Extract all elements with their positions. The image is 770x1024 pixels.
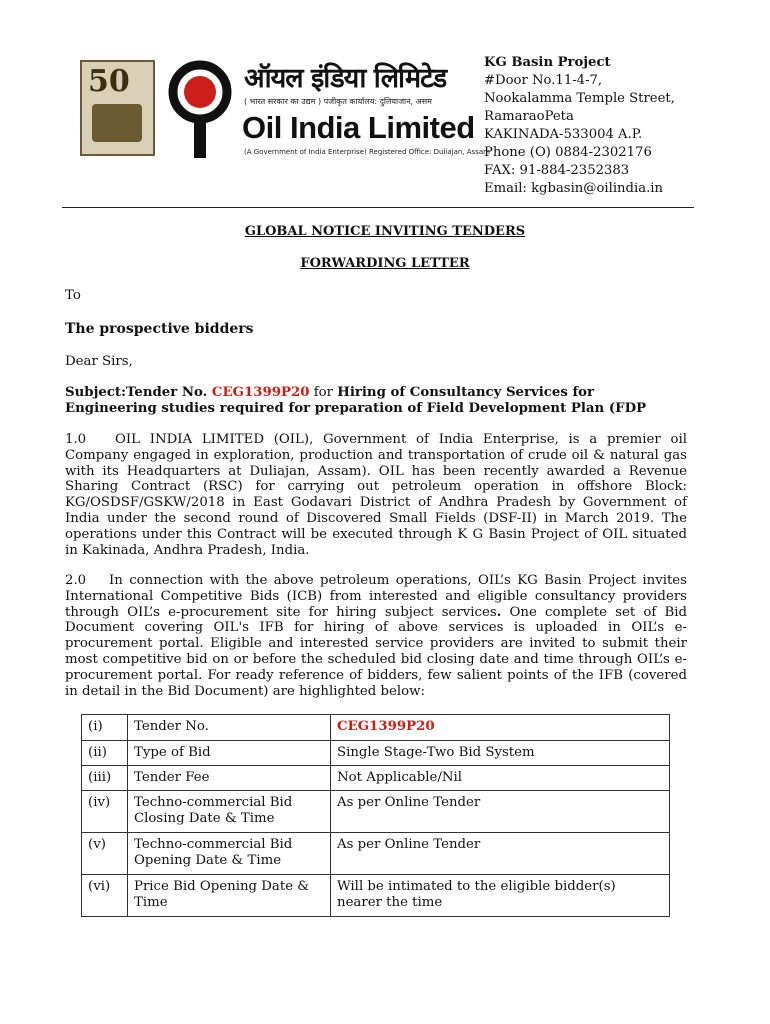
table-row [82, 833, 670, 875]
office-title: KG Basin Project [484, 55, 611, 70]
table-cell-value: CEG1399P20 [331, 715, 670, 741]
company-logo [80, 58, 490, 163]
jubilee-emblem-icon [92, 104, 142, 142]
subject-for: for [309, 385, 338, 400]
table-cell-label: Tender No. [128, 715, 331, 741]
sub-heading: FORWARDING LETTER [300, 256, 470, 271]
paragraph-text: In connection with the above petroleum operations, OIL’s KG Basin Project invites International Competitive Bids (ICB) from interested and eligible consultancy providers through OIL’s e-procurement site for hiring subject services [65, 573, 687, 620]
ifb-salient-points-table [81, 714, 670, 917]
golden-jubilee-emblem [80, 60, 155, 156]
table-cell-label: Techno-commercial Bid Opening Date & Time [128, 833, 331, 875]
paragraph-text: One complete set of Bid Document covering OIL's IFB for hiring of above services is uploaded in OIL’s e-procurement portal. Eligible and interested service providers are invited to submit their most competitive bid on or before the scheduled bid closing date and time through OIL’s e-procurement portal. For ready reference of bidders, few salient points of the IFB (covered in detail in the Bid Document) are highlighted below: [65, 604, 688, 699]
fax-number: FAX: 91-884-2352383 [484, 163, 630, 178]
table-cell-label: Price Bid Opening Date & Time [128, 875, 331, 917]
subject-line [65, 385, 687, 417]
paragraph-2 [65, 573, 687, 699]
subject-title: Hiring of Consultancy Services for Engineering studies required for preparation of Field Development Plan (FDP [65, 385, 647, 416]
table-row [82, 766, 670, 791]
table-cell-value: As per Online Tender [331, 833, 670, 875]
office-address [484, 54, 675, 198]
table-row [82, 715, 670, 741]
email-address: Email: kgbasin@oilindia.in [484, 181, 663, 196]
table-cell-value: As per Online Tender [331, 791, 670, 833]
table-cell-value: Will be intimated to the eligible bidder(s) nearer the time [331, 875, 670, 917]
table-cell-value: Not Applicable/Nil [331, 766, 670, 791]
salutation: Dear Sirs, [65, 354, 133, 369]
header-divider [62, 207, 694, 208]
phone-number: Phone (O) 0884-2302176 [484, 145, 652, 160]
jubilee-number: 50 [88, 64, 130, 99]
oil-drop-logo-icon [168, 60, 232, 160]
subject-prefix: Subject:Tender No. [65, 385, 212, 400]
company-tagline-english: (A Government of India Enterprise) Registered Office: Duliajan, Assam [244, 148, 490, 156]
table-cell-number: (v) [82, 833, 128, 875]
table-cell-label: Type of Bid [128, 741, 331, 766]
table-cell-label: Techno-commercial Bid Closing Date & Time [128, 791, 331, 833]
paragraph-number: 1.0 [65, 432, 87, 447]
addressee: The prospective bidders [65, 321, 254, 337]
table-cell-number: (iv) [82, 791, 128, 833]
table-cell-number: (iii) [82, 766, 128, 791]
address-line: Nookalamma Temple Street, [484, 91, 675, 106]
subject-tender-number: CEG1399P20 [211, 385, 310, 400]
paragraph-number: 2.0 [65, 573, 87, 588]
main-heading: GLOBAL NOTICE INVITING TENDERS [244, 224, 526, 239]
company-name-hindi: ऑयल इंडिया लिमिटेड [244, 63, 447, 94]
table-cell-number: (ii) [82, 741, 128, 766]
table-row [82, 791, 670, 833]
address-line: KAKINADA-533004 A.P. [484, 127, 643, 142]
address-line: #Door No.11-4-7, [484, 73, 603, 88]
paragraph-text: OIL INDIA LIMITED (OIL), Government of India Enterprise, is a premier oil Company engaged in exploration, production and transportation of crude oil & natural gas with its Headquarters at Duliajan, Assam). OIL has been recently awarded a Revenue Sharing Contract (RSC) for carrying out petroleum operation in offshore Block: KG/OSDSF/GSKW/2018 in East Godavari District of Andhra Pradesh by Government of India under the second round of Discovered Small Fields (DSF-II) in March 2019. The operations under this Contract will be executed through K G Basin Project of OIL situated in Kakinada, Andhra Pradesh, India. [65, 432, 687, 558]
to-line: To [65, 288, 81, 303]
address-line: RamaraoPeta [484, 109, 574, 124]
table-row [82, 741, 670, 766]
table-cell-number: (i) [82, 715, 128, 741]
table-cell-label: Tender Fee [128, 766, 331, 791]
company-name-english: Oil India Limited [242, 110, 475, 145]
table-cell-value: Single Stage-Two Bid System [331, 741, 670, 766]
paragraph-text: . [496, 604, 502, 620]
paragraph-1 [65, 432, 687, 558]
table-cell-number: (vi) [82, 875, 128, 917]
table-row [82, 875, 670, 917]
company-tagline-hindi: ( भारत सरकार का उद्यम ) पंजीकृत कार्यालय: दुलियाजान, असम [244, 97, 432, 106]
